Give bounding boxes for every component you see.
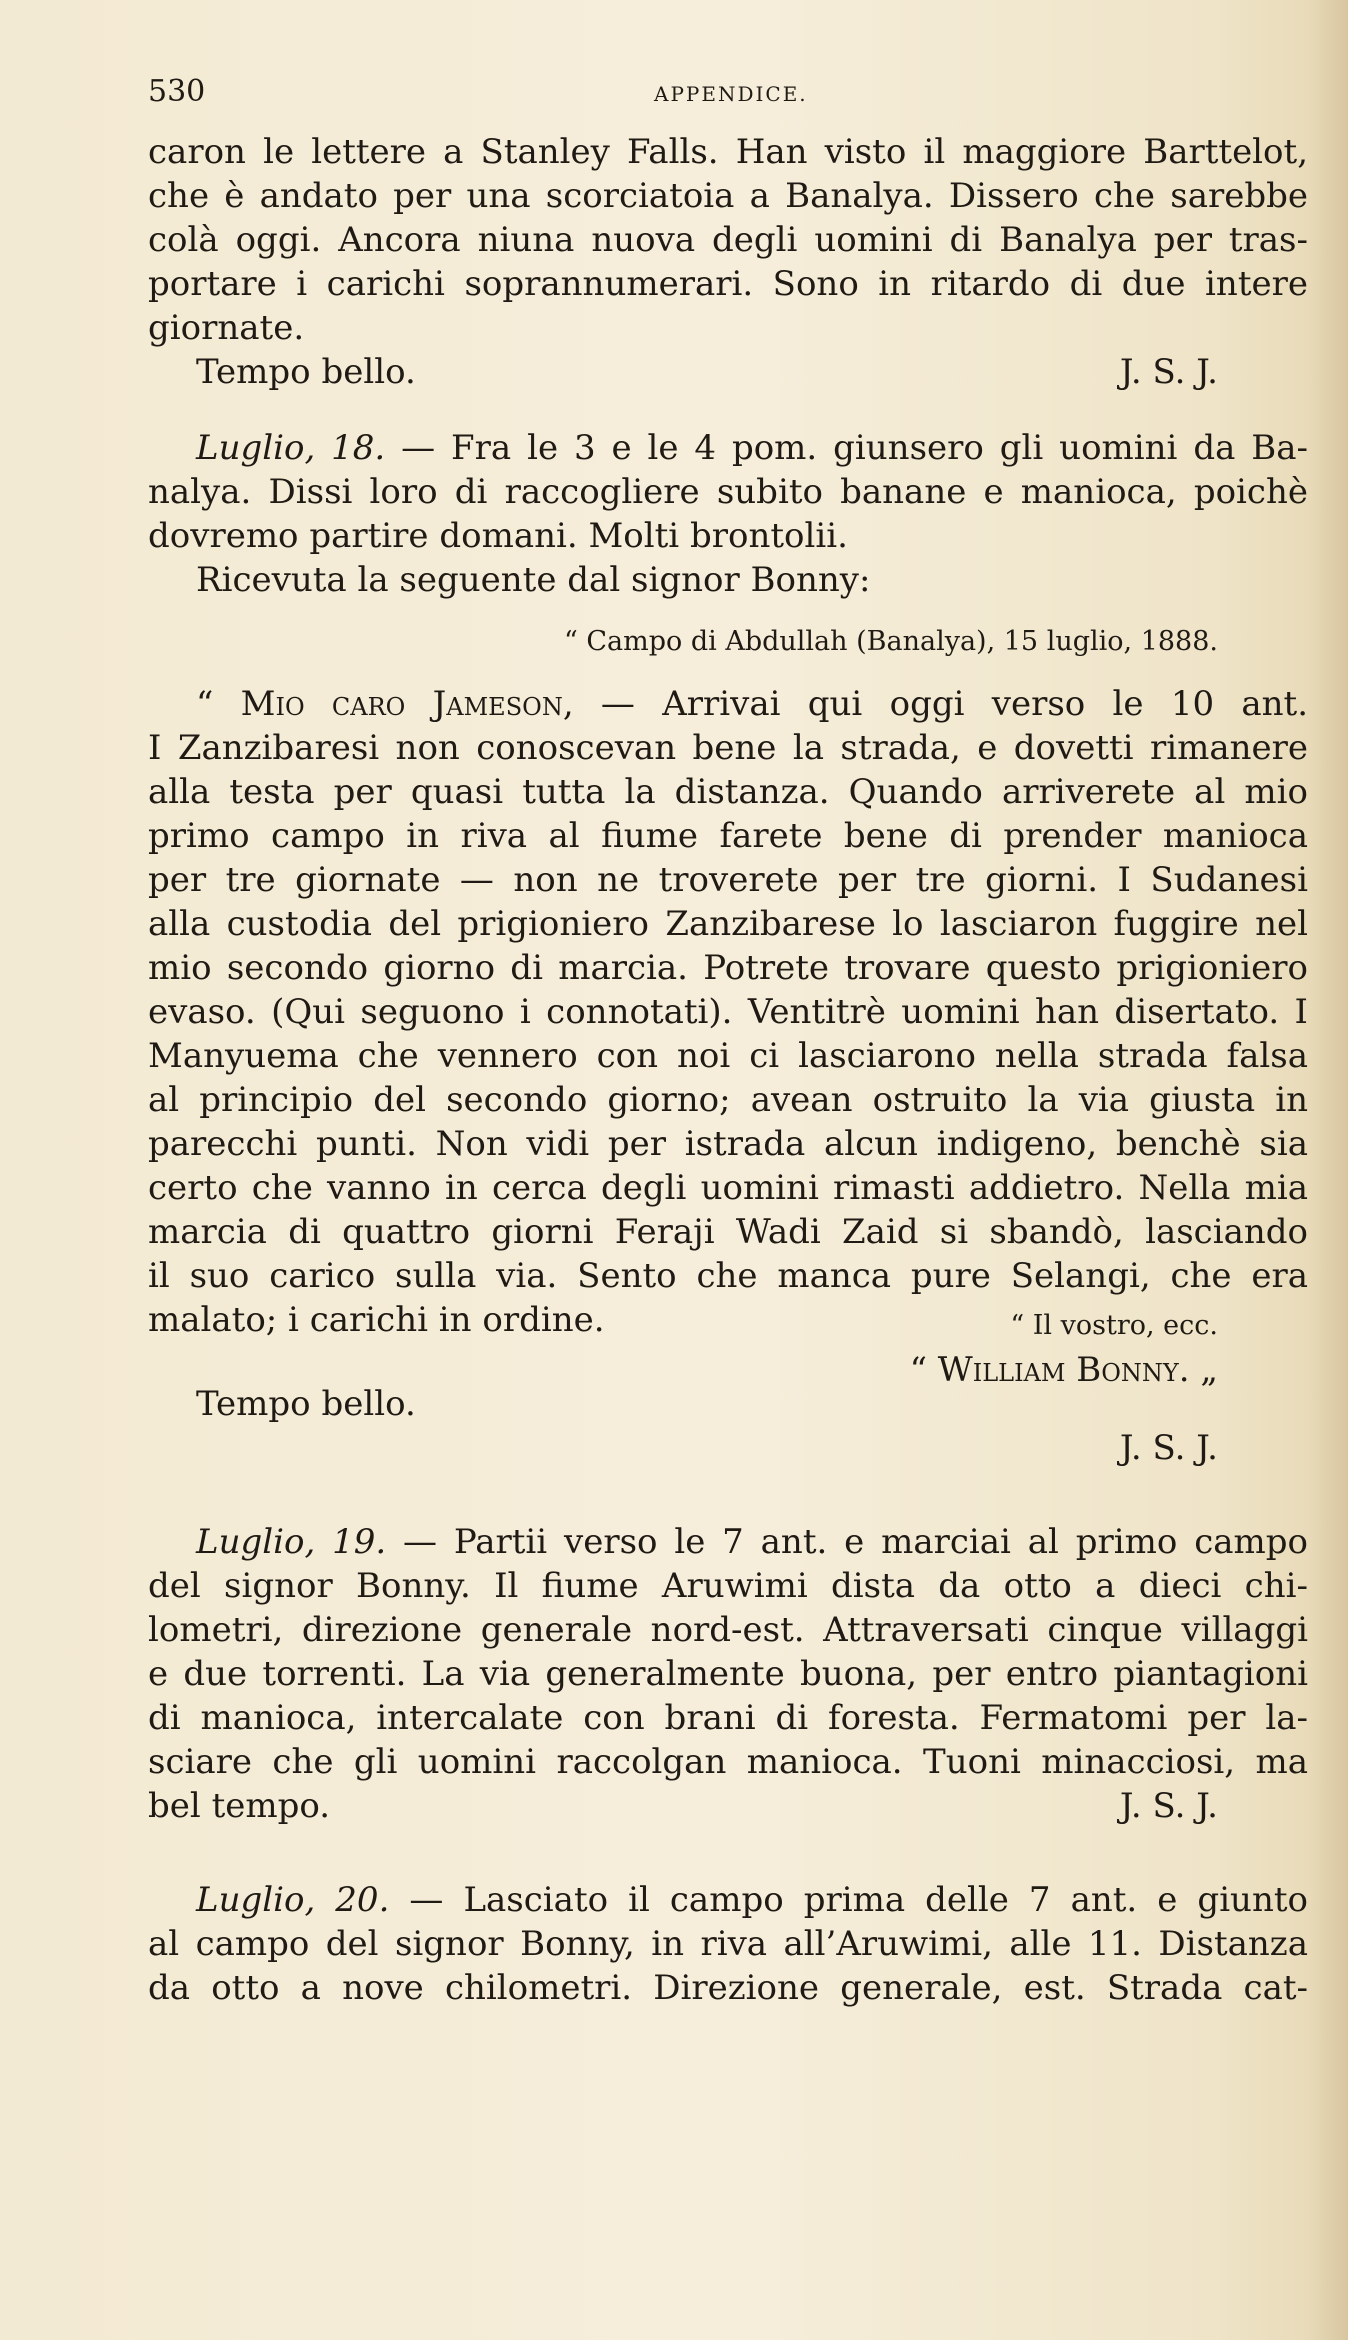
page-header	[148, 68, 1298, 118]
text-line: alla testa per quasi tutta la distanza. Quando arriverete al mio	[148, 772, 1308, 812]
signature-row	[148, 1348, 1308, 1426]
text-line: portare i carichi soprannumerari. Sono in ritardo di due intere	[148, 264, 1308, 304]
text-line: parecchi punti. Non vidi per istrada alcun indigeno, benchè sia	[148, 1124, 1308, 1164]
text-line: al principio del secondo giorno; avean ostruito la via giusta in	[148, 1080, 1308, 1120]
letter-first-line	[148, 682, 1308, 726]
page-number: 530	[148, 74, 206, 109]
text-line: marcia di quattro giorni Feraji Wadi Zaid si sbandò, lasciando	[148, 1212, 1308, 1252]
letter-salutation: “ Mio caro Jameson,	[196, 684, 574, 724]
spacer	[148, 1860, 1308, 1878]
initials: J. S. J.	[1119, 1786, 1218, 1826]
text-line: Ricevuta la seguente dal signor Bonny:	[196, 560, 871, 600]
entry-first-line	[148, 1878, 1308, 1922]
initials: J. S. J.	[1119, 1428, 1218, 1468]
entry-date: Luglio, 20.	[196, 1880, 390, 1920]
text-line: caron le lettere a Stanley Falls. Han visto il maggiore Barttelot,	[148, 132, 1308, 172]
body-text	[148, 130, 1308, 2010]
text-line: da otto a nove chilometri. Direzione generale, est. Strada cat-	[148, 1968, 1308, 2008]
text-line: evaso. (Qui seguono i connotati). Ventitrè uomini han disertato. I	[148, 992, 1308, 1032]
weather-row	[148, 350, 1308, 394]
text-line: mio secondo giorno di marcia. Potrete trovare questo prigioniero	[148, 948, 1308, 988]
initials: J. S. J.	[1119, 352, 1218, 392]
text-line: alla custodia del prigioniero Zanzibarese lo lasciaron fuggire nel	[148, 904, 1308, 944]
text-line: al campo del signor Bonny, in riva all’Aruwimi, alle 11. Distanza	[148, 1924, 1308, 1964]
text-line: bel tempo.	[148, 1786, 331, 1826]
text-line: giornate.	[148, 308, 305, 348]
text-line: certo che vanno in cerca degli uomini rimasti addietro. Nella mia	[148, 1168, 1308, 1208]
spacer	[148, 1828, 1308, 1860]
letter-last-line: malato; i carichi in ordine.	[148, 1300, 605, 1340]
text-line: dovremo partire domani. Molti brontolii.	[148, 516, 848, 556]
page-edge-shadow	[1308, 0, 1348, 2340]
spacer	[148, 602, 1308, 620]
text-line: per tre giornate — non ne troverete per tre giorni. I Sudanesi	[148, 860, 1308, 900]
entry-date: Luglio, 18.	[196, 428, 386, 468]
text-line: sciare che gli uomini raccolgan manioca. Tuoni minacciosi, ma	[148, 1742, 1308, 1782]
text-line: che è andato per una scorciatoia a Banalya. Dissero che sarebbe	[148, 176, 1308, 216]
entry-text: — Lasciato il campo prima delle 7 ant. e giunto	[409, 1880, 1308, 1920]
entry-closing-row	[148, 1784, 1308, 1828]
weather-note: Tempo bello.	[196, 1384, 416, 1424]
text-line: del signor Bonny. Il fiume Aruwimi dista da otto a dieci chi-	[148, 1566, 1308, 1606]
weather-note: Tempo bello.	[196, 352, 416, 392]
running-head: APPENDICE.	[654, 82, 808, 106]
text-line: Manyuema che vennero con noi ci lasciarono nella strada falsa	[148, 1036, 1308, 1076]
text-line: e due torrenti. La via generalmente buona, per entro piantagioni	[148, 1654, 1308, 1694]
text-line: colà oggi. Ancora niuna nuova degli uomini di Banalya per tras-	[148, 220, 1308, 260]
spacer	[148, 664, 1308, 682]
letter-closing-row	[148, 1298, 1308, 1348]
text-line: di manioca, intercalate con brani di foresta. Fermatomi per la-	[148, 1698, 1308, 1738]
entry-first-line	[148, 426, 1308, 470]
spacer	[148, 1470, 1308, 1502]
entry-first-line	[148, 1520, 1308, 1564]
text-line: I Zanzibaresi non conoscevan bene la strada, e dovetti rimanere	[148, 728, 1308, 768]
text-line: il suo carico sulla via. Sento che manca pure Selangi, che era	[148, 1256, 1308, 1296]
text-line: nalya. Dissi loro di raccogliere subito banane e manioca, poichè	[148, 472, 1308, 512]
letter-heading: “ Campo di Abdullah (Banalya), 15 luglio, 1888.	[563, 626, 1218, 657]
entry-text: — Partii verso le 7 ant. e marciai al primo campo	[403, 1522, 1308, 1562]
letter-signature: “ William Bonny. „	[909, 1350, 1218, 1390]
entry-date: Luglio, 19.	[196, 1522, 387, 1562]
text-line: lometri, direzione generale nord-est. Attraversati cinque villaggi	[148, 1610, 1308, 1650]
letter-closing: “ Il vostro, ecc.	[1010, 1310, 1218, 1341]
spacer	[148, 1502, 1308, 1520]
text-line: primo campo in riva al fiume farete bene di prender manioca	[148, 816, 1308, 856]
spacer	[148, 394, 1308, 426]
letter-text: — Arrivai qui oggi verso le 10 ant.	[600, 684, 1308, 724]
entry-text: — Fra le 3 e le 4 pom. giunsero gli uomini da Ba-	[401, 428, 1309, 468]
